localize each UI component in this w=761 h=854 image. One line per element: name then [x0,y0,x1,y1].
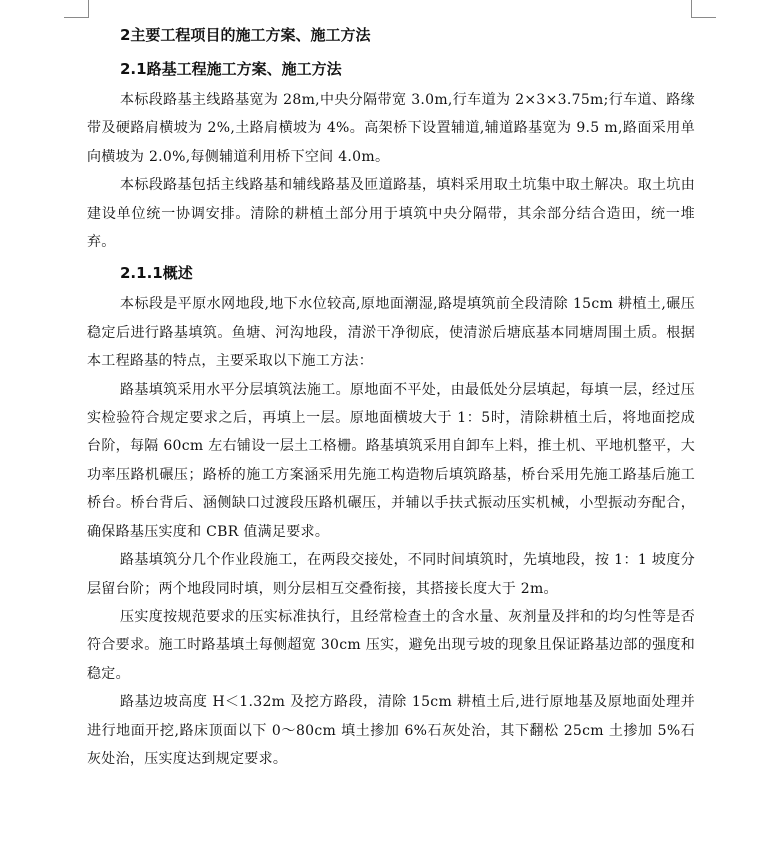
paragraph-roadbed-scope: 本标段路基包括主线路基和辅线路基及匝道路基，填料采用取土坑集中取土解决。取土坑由建设单位统一协调安排。清除的耕植土部分用于填筑中央分隔带，其余部分结合造田，统一堆弃。 [87,177,695,251]
crop-mark-top-left-horizontal [64,17,89,18]
overview-heading: 2.1.1概述 [120,264,193,283]
section-heading: 2主要工程项目的施工方案、施工方法 [120,26,371,44]
document-body [87,18,695,773]
subsection-heading: 2.1路基工程施工方案、施工方法 [120,60,342,78]
paragraph-layered-filling: 路基填筑采用水平分层填筑法施工。原地面不平处，由最低处分层填起，每填一层，经过压实检验符合规定要求之后，再填上一层。原地面横坡大于 1：5时，清除耕植土后，将地面挖成台阶，每隔 60cm 左右铺设一层土工格栅。路基填筑采用自卸车上料，推土机、平地机整平，大功率压路机碾压；路桥的施工方案涵采用先施工构造物后填筑路基，桥台采用先施工路基后施工桥台。桥台背后、涵侧缺口过渡段压路机碾压，并辅以手扶式振动压实机械，小型振动夯配合，确保路基压实度和 CBR 值满足要求。 [87,381,695,540]
paragraph-roadbed-width: 本标段路基主线路基宽为 28m,中央分隔带宽 3.0m,行车道为 2×3×3.75m;行车道、路缘带及硬路肩横坡为 2%,土路肩横坡为 4%。高架桥下设置辅道,辅道路基宽为 9.5 m,路面采用单向横坡为 2.0%,每侧辅道利用桥下空间 4.0m。 [87,92,695,165]
paragraph-compaction: 压实度按规范要求的压实标准执行，且经常检查土的含水量、灰剂量及拌和的均匀性等是否符合要求。施工时路基填土每侧超宽 30cm 压实，避免出现亏坡的现象且保证路基边部的强度和稳定。 [87,608,695,682]
paragraph-overview: 本标段是平原水网地段,地下水位较高,原地面潮湿,路堤填筑前全段清除 15cm 耕植土,碾压稳定后进行路基填筑。鱼塘、河沟地段，清淤干净彻底，使清淤后塘底基本同塘周围土质。根据本工程路基的特点，主要采取以下施工方法： [87,296,695,370]
paragraph-work-sections: 路基填筑分几个作业段施工，在两段交接处，不同时间填筑时，先填地段，按 1：1 坡度分层留台阶；两个地段同时填，则分层相互交叠衔接，其搭接长度大于 2m。 [87,552,695,597]
crop-mark-top-left-vertical [88,0,89,18]
paragraph-slope-treatment: 路基边坡高度 H＜1.32m 及挖方路段，清除 15cm 耕植土后,进行原地基及原地面处理并进行地面开挖,路床顶面以下 0～80cm 填土掺加 6%石灰处治，其下翻松 25cm 土掺加 5%石灰处治，压实度达到规定要求。 [87,694,695,767]
crop-mark-top-right-vertical [691,0,692,18]
